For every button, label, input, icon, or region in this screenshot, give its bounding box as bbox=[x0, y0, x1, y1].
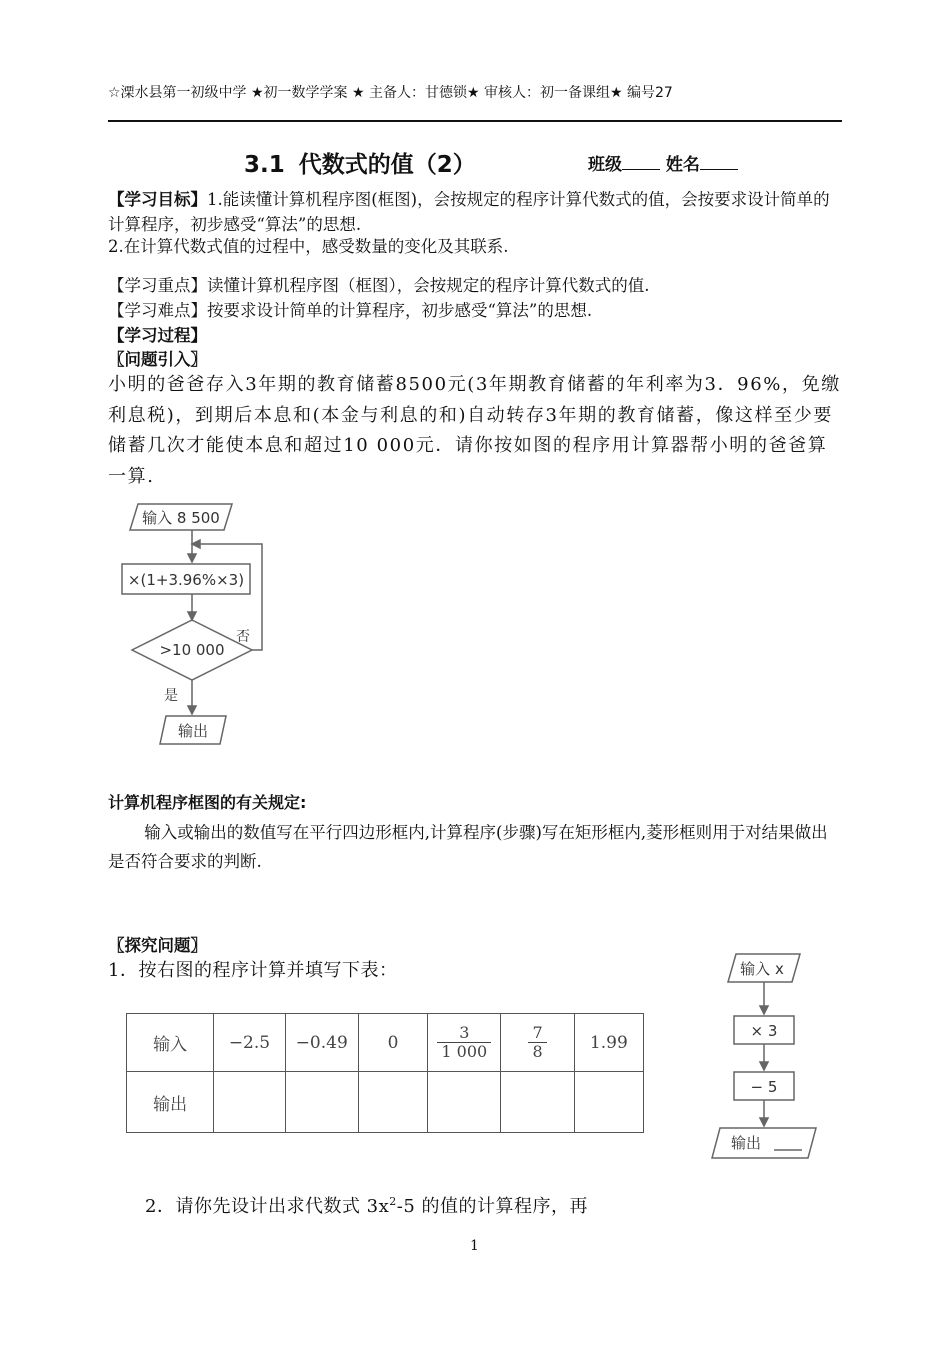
header-text: ☆溧水县第一初级中学 ★初一数学学案 ★ 主备人：甘德锁★ 审核人：初一备课组★ 编号27 bbox=[108, 85, 673, 101]
rules-title: 计算机程序框图的有关规定: bbox=[108, 793, 307, 812]
explore-label: 〖探究问题〗 bbox=[108, 936, 207, 955]
table-row-label: 输出 bbox=[127, 1072, 214, 1133]
flowchart-yes-label: 是 bbox=[164, 688, 178, 704]
fraction-3-1000: $\frac{3}{1 000}$ bbox=[437, 1024, 491, 1061]
rules-text: 输入或输出的数值写在平行四边形框内,计算程序(步骤)写在矩形框内,菱形框则用于对结果做出是否符合要求的判断. bbox=[108, 823, 828, 871]
intro-label: 〖问题引入〗 bbox=[108, 350, 207, 369]
difficulty-label: 【学习难点】 bbox=[108, 301, 207, 320]
io-table bbox=[126, 1013, 644, 1133]
flowchart-input-label: 输入 8 500 bbox=[142, 509, 220, 527]
focus-label: 【学习重点】 bbox=[108, 276, 207, 295]
section-name: 代数式的值（2） bbox=[298, 152, 476, 178]
flowchart-no-label: 否 bbox=[236, 629, 250, 645]
flowchart2-output-box bbox=[712, 1128, 816, 1158]
table-cell: −0.49 bbox=[285, 1014, 358, 1072]
table-cell: 0 bbox=[358, 1014, 427, 1072]
page-number: 1 bbox=[470, 1238, 479, 1254]
table-row-label: 输入 bbox=[127, 1014, 214, 1072]
flowchart-savings bbox=[108, 498, 268, 758]
flowchart-decision-label: >10 000 bbox=[159, 641, 225, 659]
objectives bbox=[108, 187, 842, 237]
question-2 bbox=[145, 1192, 588, 1218]
objectives-line2: 2.在计算代数式值的过程中，感受数量的变化及其联系. bbox=[108, 237, 509, 256]
table-cell-fraction bbox=[428, 1014, 501, 1072]
table-row-input bbox=[127, 1014, 644, 1072]
class-blank bbox=[622, 155, 660, 170]
flowchart-process-label: ×(1+3.96%×3) bbox=[127, 571, 245, 589]
section-number: 3.1 bbox=[244, 152, 285, 178]
fraction-7-8: $\frac{7}{8}$ bbox=[528, 1024, 546, 1061]
difficulty bbox=[108, 298, 842, 323]
process-label: 【学习过程】 bbox=[108, 326, 207, 345]
intro-text: 小明的爸爸存入3年期的教育储蓄8500元(3年期教育储蓄的年利率为3．96%，免缴利息税)，到期后本息和(本金与利息的和)自动转存3年期的教育储蓄，像这样至少要储蓄几次才能使本息和超过10 000元．请你按如图的程序用计算器帮小明的爸爸算一算. bbox=[108, 374, 841, 487]
table-row-output bbox=[127, 1072, 644, 1133]
focus bbox=[108, 273, 842, 298]
objectives-label: 【学习目标】 bbox=[108, 190, 207, 209]
difficulty-text: 按要求设计简单的计算程序，初步感受“算法”的思想. bbox=[207, 301, 593, 320]
output-cell[interactable] bbox=[574, 1072, 643, 1133]
table-cell: 1.99 bbox=[574, 1014, 643, 1072]
focus-text: 读懂计算机程序图（框图），会按规定的程序计算代数式的值. bbox=[207, 276, 650, 295]
output-cell[interactable] bbox=[428, 1072, 501, 1133]
name-label: 姓名 bbox=[665, 155, 700, 175]
table-cell: −2.5 bbox=[214, 1014, 285, 1072]
output-cell[interactable] bbox=[285, 1072, 358, 1133]
flowchart2-output-label: 输出 bbox=[730, 1134, 762, 1152]
table-cell-fraction bbox=[501, 1014, 574, 1072]
class-name-line bbox=[588, 150, 738, 175]
output-cell[interactable] bbox=[214, 1072, 285, 1133]
question-2-suffix: -5 的值的计算程序，再 bbox=[396, 1196, 589, 1217]
flowchart-output-label: 输出 bbox=[177, 722, 209, 740]
header-rule bbox=[108, 120, 842, 122]
class-label: 班级 bbox=[588, 155, 622, 175]
question-2-prefix: 2．请你先设计出求代数式 3x bbox=[145, 1196, 390, 1217]
name-blank bbox=[700, 155, 738, 170]
question-2-exponent: 2 bbox=[389, 1195, 397, 1208]
flowchart2-multiply-label: × 3 bbox=[750, 1022, 778, 1040]
flowchart-3x-minus-5 bbox=[706, 948, 826, 1168]
output-cell[interactable] bbox=[501, 1072, 574, 1133]
objectives-line1: 1.能读懂计算机程序图(框图)，会按规定的程序计算代数式的值，会按要求设计简单的计算程序，初步感受“算法”的思想. bbox=[108, 190, 830, 234]
output-cell[interactable] bbox=[358, 1072, 427, 1133]
flowchart2-input-label: 输入 x bbox=[740, 960, 784, 978]
page-title bbox=[244, 146, 476, 179]
flowchart2-subtract-label: − 5 bbox=[750, 1078, 778, 1096]
question-1: 1．按右图的程序计算并填写下表： bbox=[108, 960, 398, 981]
